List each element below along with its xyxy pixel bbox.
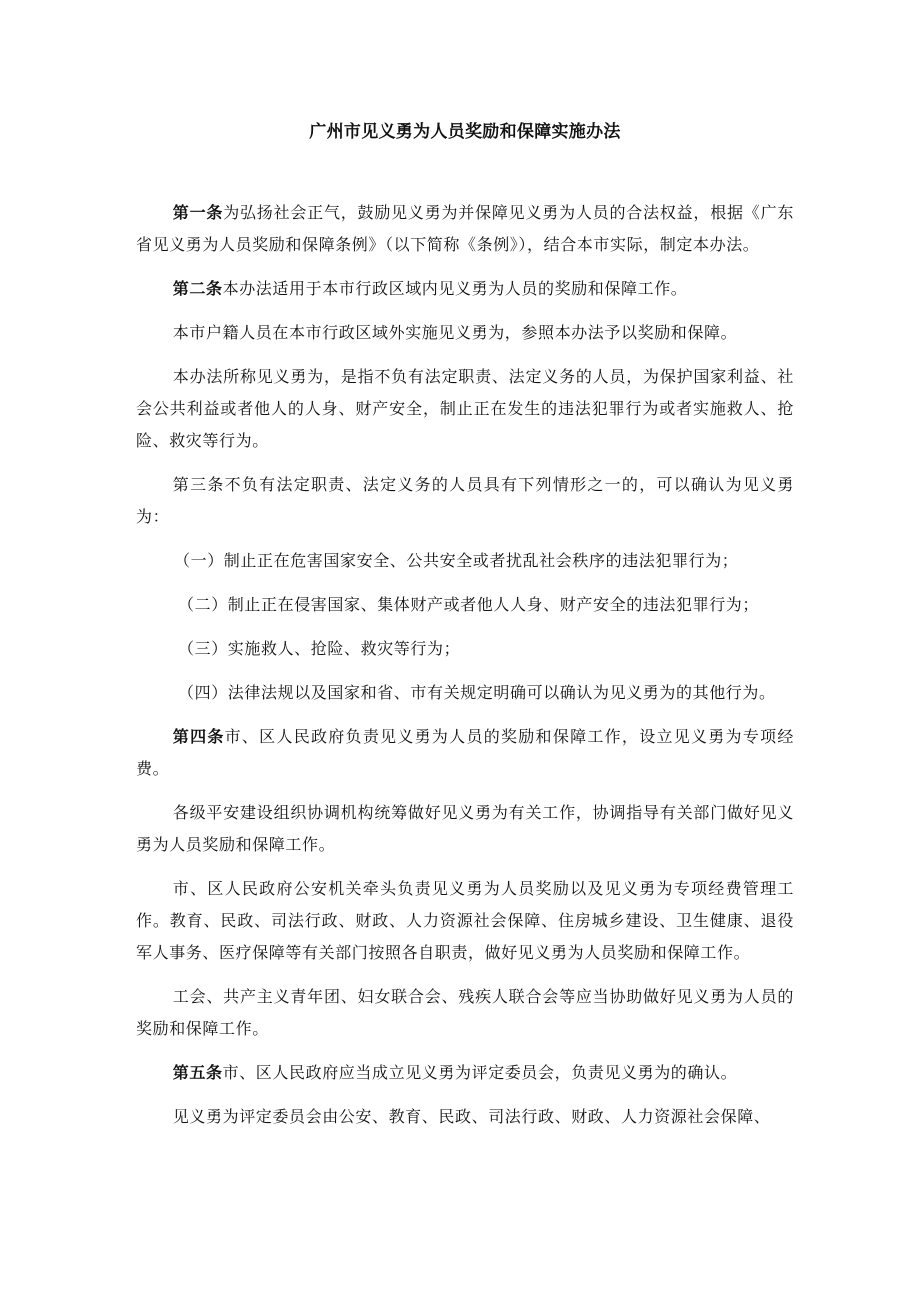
list-item-text: （四）法律法规以及国家和省、市有关规定明确可以确认为见义勇为的其他行为。: [178, 683, 776, 702]
list-item-4: [136, 677, 794, 709]
paragraph-text: 本办法所称见义勇为，是指不负有法定职责、法定义务的人员，为保护国家利益、社会公共利益或者他人的人身、财产安全，制止正在发生的违法犯罪行为或者实施救人、抢险、救灾等行为。: [136, 367, 794, 450]
list-item-text: （二）制止正在侵害国家、集体财产或者他人人身、财产安全的违法犯罪行为；: [178, 595, 760, 614]
paragraph-article-1: [136, 197, 794, 261]
paragraph: [136, 361, 794, 457]
paragraph-article-2: [136, 273, 794, 305]
paragraph-text: 本办法适用于本市行政区域内见义勇为人员的奖励和保障工作。: [222, 279, 688, 298]
list-item-1: [136, 545, 794, 577]
paragraph-text: 工会、共产主义青年团、妇女联合会、残疾人联合会等应当协助做好见义勇为人员的奖励和保障工作。: [136, 987, 794, 1038]
paragraph: [136, 981, 794, 1045]
paragraph-text: 市、区人民政府公安机关牵头负责见义勇为人员奖励以及见义勇为专项经费管理工作。教育、民政、司法行政、财政、人力资源社会保障、住房城乡建设、卫生健康、退役军人事务、医疗保障等有关部门按照各自职责，做好见义勇为人员奖励和保障工作。: [136, 879, 794, 962]
paragraph-text: 各级平安建设组织协调机构统筹做好见义勇为有关工作，协调指导有关部门做好见义勇为人员奖励和保障工作。: [136, 803, 794, 854]
paragraph-text: 第三条不负有法定职责、法定义务的人员具有下列情形之一的，可以确认为见义勇为：: [136, 475, 794, 526]
document-body: [136, 197, 794, 1133]
list-item-3: [136, 633, 794, 665]
paragraph-text: 见义勇为评定委员会由公安、教育、民政、司法行政、财政、人力资源社会保障、: [172, 1107, 771, 1126]
document-title: 广州市见义勇为人员奖励和保障实施办法: [309, 122, 621, 142]
article-label: 第五条: [172, 1063, 223, 1082]
paragraph: [136, 1101, 794, 1133]
list-item-text: （一）制止正在危害国家安全、公共安全或者扰乱社会秩序的违法犯罪行为；: [174, 551, 739, 570]
list-item-2: [136, 589, 794, 621]
paragraph-article-4: [136, 721, 794, 785]
paragraph: [136, 317, 794, 349]
paragraph-article-3: [136, 469, 794, 533]
paragraph: [136, 797, 794, 861]
article-label: 第二条: [172, 279, 223, 298]
list-item-text: （三）实施救人、抢险、救灾等行为；: [178, 639, 461, 658]
article-label: 第一条: [172, 203, 224, 222]
article-label: 第四条: [172, 727, 225, 746]
paragraph-article-5: [136, 1057, 794, 1089]
paragraph-text: 市、区人民政府负责见义勇为人员的奖励和保障工作，设立见义勇为专项经费。: [136, 727, 794, 778]
paragraph-text: 市、区人民政府应当成立见义勇为评定委员会，负责见义勇为的确认。: [222, 1063, 738, 1082]
paragraph-text: 为弘扬社会正气，鼓励见义勇为并保障见义勇为人员的合法权益，根据《广东省见义勇为人员奖励和保障条例》（以下简称《条例》），结合本市实际，制定本办法。: [136, 203, 794, 254]
paragraph: [136, 873, 794, 969]
paragraph-text: 本市户籍人员在本市行政区域外实施见义勇为，参照本办法予以奖励和保障。: [172, 323, 738, 342]
